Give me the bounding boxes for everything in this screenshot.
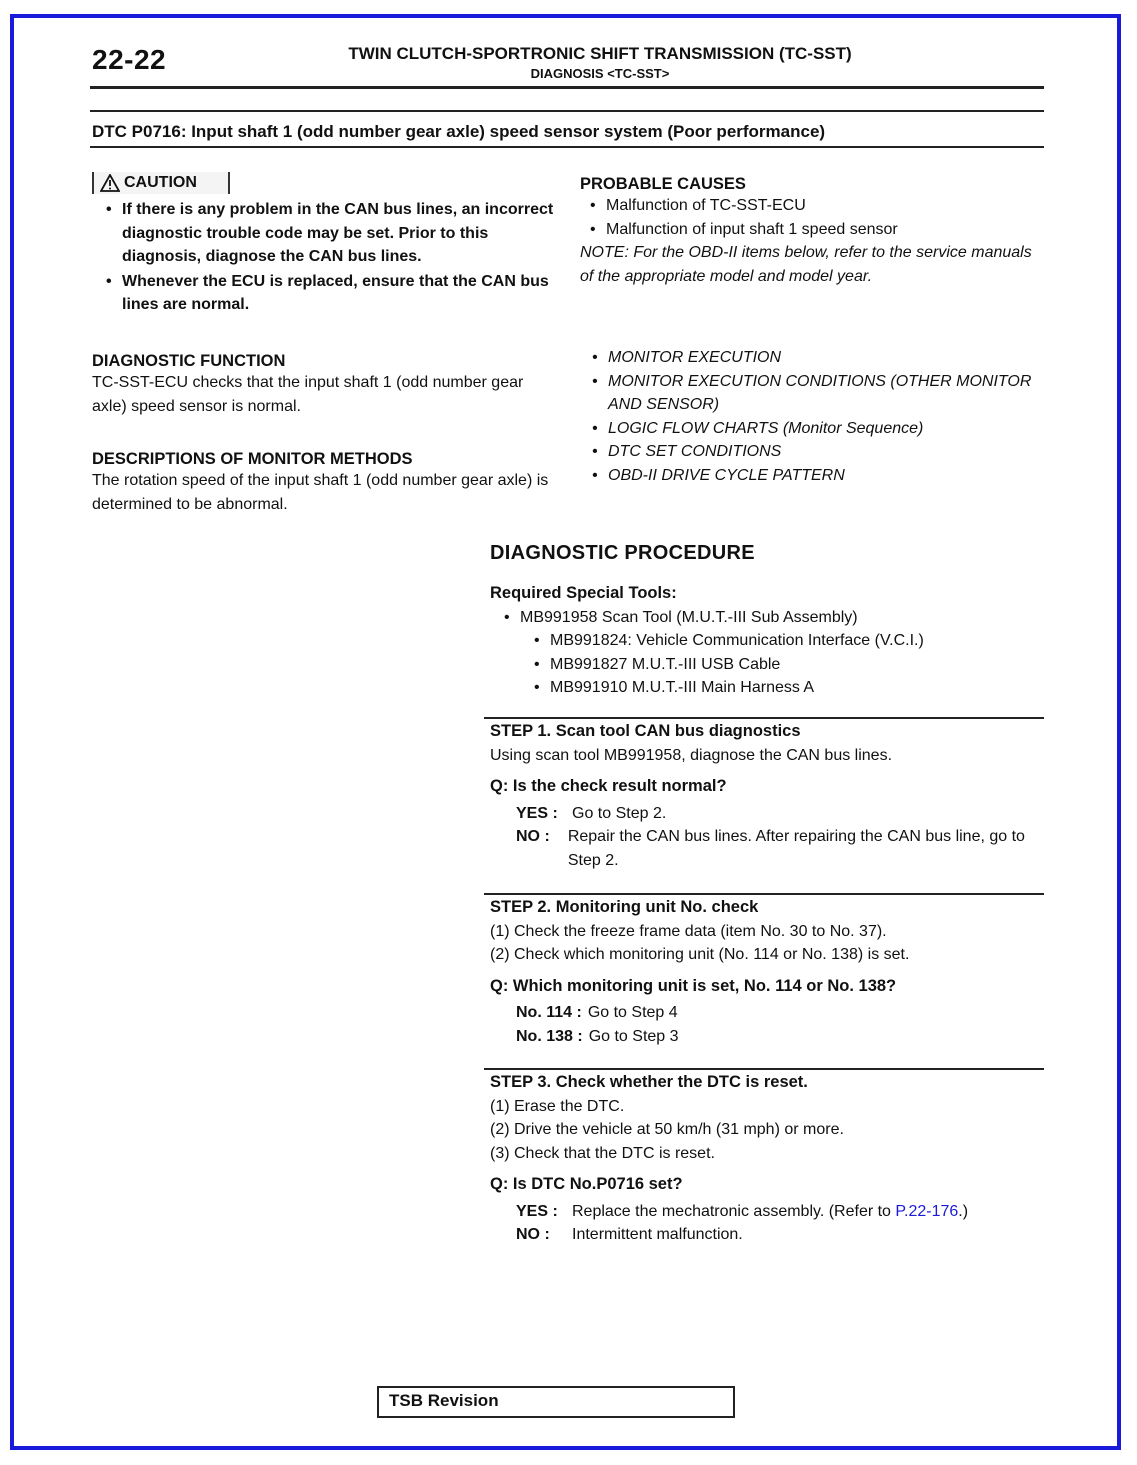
tool-sub: • MB991910 M.U.T.-III Main Harness A [532,676,1040,700]
answer-text: Go to Step 3 [588,1027,679,1045]
step1 [490,720,1042,872]
diagnostic-function [92,352,557,418]
answer-key: No. 114 : [516,1004,582,1021]
step2-rule [484,893,1044,895]
obd-item: • MONITOR EXECUTION CONDITIONS (OTHER MONITOR AND SENSOR) [590,370,1040,417]
monitor-methods [92,450,557,516]
step2-heading: STEP 2. Monitoring unit No. check [490,898,759,916]
yes-answer [572,1200,1022,1224]
cause-item: • Malfunction of TC-SST-ECU [588,194,1040,218]
step3-line: (2) Drive the vehicle at 50 km/h (31 mph) or more. [490,1121,844,1138]
answer-text: Go to Step 4 [587,1004,678,1021]
step3-line: (3) Check that the DTC is reset. [490,1144,715,1162]
yes-key: YES : [516,1202,558,1220]
obd-item: • LOGIC FLOW CHARTS (Monitor Sequence) [590,417,1040,441]
required-tools [490,582,1040,700]
obd-items-list [580,346,1040,487]
step3-heading: STEP 3. Check whether the DTC is reset. [490,1073,808,1091]
diagnostic-function-text: TC-SST-ECU checks that the input shaft 1 (odd number gear axle) speed sensor is normal. [92,374,524,415]
step3-yes [490,1200,1042,1224]
probable-causes-list [580,194,1040,241]
yes-text: Go to Step 2. [572,804,667,822]
no-key: NO : [516,1226,550,1243]
no-text: Repair the CAN bus lines. After repairing the CAN bus line, go to Step 2. [567,828,1025,869]
step3-line: (1) Erase the DTC. [490,1097,625,1115]
step1-yes [490,802,1042,826]
probable-causes-heading: PROBABLE CAUSES [580,175,746,193]
tools-heading: Required Special Tools: [490,584,677,602]
step2-line: (1) Check the freeze frame data (item No. 30 to No. 37). [490,922,887,940]
obd-note: NOTE: For the OBD-II items below, refer to the service manuals of the appropriate model and model year. [580,244,1032,285]
tsb-revision-box: TSB Revision [377,1386,735,1418]
caution-badge [92,172,230,194]
obd-item: • OBD-II DRIVE CYCLE PATTERN [590,464,1040,488]
step3-no [490,1223,1042,1247]
title-rule-top [90,110,1044,112]
tools-sublist [490,629,1040,700]
no-text: Intermittent malfunction. [572,1226,743,1243]
diagnostic-function-heading: DIAGNOSTIC FUNCTION [92,352,286,370]
monitor-methods-heading: DESCRIPTIONS OF MONITOR METHODS [92,450,413,468]
step2-question: Q: Which monitoring unit is set, No. 114 or No. 138? [490,976,897,995]
caution-label: CAUTION [124,174,197,191]
section-subtitle: DIAGNOSIS <TC-SST> [530,66,670,81]
probable-causes [580,175,1040,288]
page-reference-link[interactable]: P.22-176 [895,1202,959,1220]
step3 [490,1071,1042,1247]
step2 [490,896,1042,1048]
yes-end: .) [958,1202,969,1220]
step3-question: Q: Is DTC No.P0716 set? [490,1175,683,1193]
step2-answer-114 [490,1001,1042,1025]
warning-icon [100,174,120,192]
header-rule [90,86,1044,89]
step1-no [490,825,1042,872]
step2-line: (2) Check which monitoring unit (No. 114 or No. 138) is set. [490,946,910,963]
step1-heading: STEP 1. Scan tool CAN bus diagnostics [490,722,801,740]
caution-item: • Whenever the ECU is replaced, ensure that the CAN bus lines are normal. [104,270,554,317]
procedure-title: DIAGNOSTIC PROCEDURE [490,542,755,564]
step2-answer-138 [490,1025,1042,1049]
caution-list [104,198,554,318]
caution-item: • If there is any problem in the CAN bus lines, an incorrect diagnostic trouble code may be set. Prior to this diagnosis, diagnose the CAN bus lines. [104,198,554,269]
step3-rule [484,1068,1044,1070]
tool-main: • MB991958 Scan Tool (M.U.T.-III Sub Assembly) [502,606,1040,630]
monitor-methods-text: The rotation speed of the input shaft 1 (odd number gear axle) is determined to be abnormal. [92,472,549,513]
yes-key: YES : [516,804,558,822]
cause-item: • Malfunction of input shaft 1 speed sensor [588,218,1040,242]
yes-text: Replace the mechatronic assembly. (Refer to [572,1202,896,1220]
step1-rule [484,717,1044,719]
tool-sub: • MB991824: Vehicle Communication Interface (V.C.I.) [532,629,1040,653]
dtc-title: DTC P0716: Input shaft 1 (odd number gear axle) speed sensor system (Poor performance) [92,122,826,141]
no-key: NO : [516,828,550,845]
title-rule-bottom [90,146,1044,148]
step1-text: Using scan tool MB991958, diagnose the CAN bus lines. [490,746,893,764]
section-title: TWIN CLUTCH-SPORTRONIC SHIFT TRANSMISSION (TC-SST) [348,44,852,63]
obd-item: • DTC SET CONDITIONS [590,440,1040,464]
obd-item: • MONITOR EXECUTION [590,346,1040,370]
step1-question: Q: Is the check result normal? [490,777,727,795]
answer-key: No. 138 : [516,1027,583,1045]
tool-sub: • MB991827 M.U.T.-III USB Cable [532,653,1040,677]
page-number: 22-22 [92,44,167,75]
tools-list [490,606,1040,630]
